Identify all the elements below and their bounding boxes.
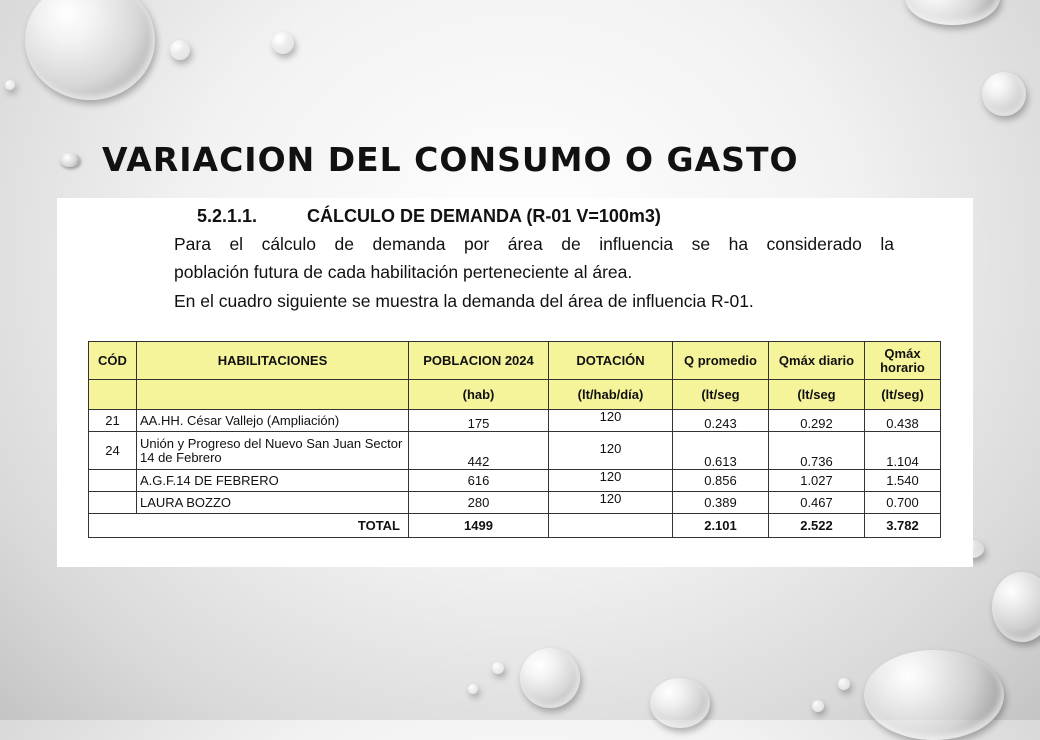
table-row — [89, 432, 941, 470]
slide-title-text: VARIACION DEL CONSUMO O GASTO — [102, 140, 799, 179]
cell-habilitacion: A.G.F.14 DE FEBRERO — [137, 470, 409, 492]
units-poblacion: (hab) — [409, 380, 549, 410]
cell-q-promedio: 0.856 — [673, 470, 769, 492]
table-header-row — [89, 342, 941, 380]
cell-poblacion: 175 — [409, 410, 549, 432]
cell-cod — [89, 492, 137, 514]
units-qmax-horario: (lt/seg) — [865, 380, 941, 410]
paragraph-line: Para el cálculo de demanda por área de influencia se ha considerado la — [174, 234, 894, 254]
water-drop-decoration — [864, 650, 1004, 740]
paragraph-line: En el cuadro siguiente se muestra la demanda del área de influencia R-01. — [174, 291, 754, 311]
table-total-row — [89, 514, 941, 538]
units-dotacion: (lt/hab/día) — [549, 380, 673, 410]
total-dotacion — [549, 514, 673, 538]
units-q-promedio: (lt/seg — [673, 380, 769, 410]
cell-dotacion: 120 — [549, 492, 673, 514]
cell-habilitacion: AA.HH. César Vallejo (Ampliación) — [137, 410, 409, 432]
cell-q-promedio: 0.389 — [673, 492, 769, 514]
water-drop-decoration — [492, 662, 504, 674]
header-habilitaciones: HABILITACIONES — [137, 342, 409, 380]
cell-qmax-diario: 0.292 — [769, 410, 865, 432]
units-qmax-diario: (lt/seg — [769, 380, 865, 410]
water-drop-decoration — [520, 648, 580, 708]
cell-poblacion: 442 — [409, 432, 549, 470]
units-cod — [89, 380, 137, 410]
slide-title — [60, 140, 799, 179]
section-title: CÁLCULO DE DEMANDA (R-01 V=100m3) — [307, 206, 661, 226]
table-units-row — [89, 380, 941, 410]
units-habilitaciones — [137, 380, 409, 410]
cell-cod: 21 — [89, 410, 137, 432]
header-dotacion: DOTACIÓN — [549, 342, 673, 380]
cell-habilitacion: LAURA BOZZO — [137, 492, 409, 514]
water-drop-decoration — [650, 678, 710, 728]
table-row — [89, 492, 941, 514]
cell-qmax-horario: 1.104 — [865, 432, 941, 470]
total-q-promedio: 2.101 — [673, 514, 769, 538]
cell-poblacion: 616 — [409, 470, 549, 492]
total-poblacion: 1499 — [409, 514, 549, 538]
water-drop-decoration — [25, 0, 155, 100]
water-drop-decoration — [982, 72, 1026, 116]
bullet-drop-icon — [60, 153, 80, 167]
header-q-promedio: Q promedio — [673, 342, 769, 380]
section-heading — [197, 206, 661, 227]
water-drop-decoration — [992, 572, 1040, 642]
section-number: 5.2.1.1. — [197, 206, 258, 226]
header-qmax-diario: Qmáx diario — [769, 342, 865, 380]
table-row — [89, 410, 941, 432]
water-drop-decoration — [905, 0, 1000, 25]
cell-dotacion: 120 — [549, 410, 673, 432]
cell-qmax-horario: 0.438 — [865, 410, 941, 432]
cell-q-promedio: 0.243 — [673, 410, 769, 432]
water-drop-decoration — [272, 32, 294, 54]
document-excerpt — [57, 198, 973, 567]
water-drop-decoration — [838, 678, 850, 690]
water-drop-decoration — [170, 40, 190, 60]
header-qmax-horario: Qmáx horario — [865, 342, 941, 380]
header-poblacion: POBLACION 2024 — [409, 342, 549, 380]
table-row — [89, 470, 941, 492]
cell-dotacion: 120 — [549, 470, 673, 492]
cell-qmax-diario: 1.027 — [769, 470, 865, 492]
cell-cod — [89, 470, 137, 492]
cell-qmax-horario: 0.700 — [865, 492, 941, 514]
header-cod: CÓD — [89, 342, 137, 380]
water-drop-decoration — [468, 684, 478, 694]
water-drop-decoration — [5, 80, 15, 90]
demand-table — [88, 341, 941, 538]
cell-poblacion: 280 — [409, 492, 549, 514]
total-qmax-horario: 3.782 — [865, 514, 941, 538]
cell-habilitacion: Unión y Progreso del Nuevo San Juan Sector 14 de Febrero — [137, 432, 409, 470]
total-qmax-diario: 2.522 — [769, 514, 865, 538]
water-drop-decoration — [812, 700, 824, 712]
cell-qmax-diario: 0.467 — [769, 492, 865, 514]
cell-q-promedio: 0.613 — [673, 432, 769, 470]
cell-dotacion: 120 — [549, 432, 673, 470]
total-label: TOTAL — [89, 514, 409, 538]
cell-cod: 24 — [89, 432, 137, 470]
paragraph-line: población futura de cada habilitación perteneciente al área. — [174, 262, 633, 282]
cell-qmax-diario: 0.736 — [769, 432, 865, 470]
cell-qmax-horario: 1.540 — [865, 470, 941, 492]
